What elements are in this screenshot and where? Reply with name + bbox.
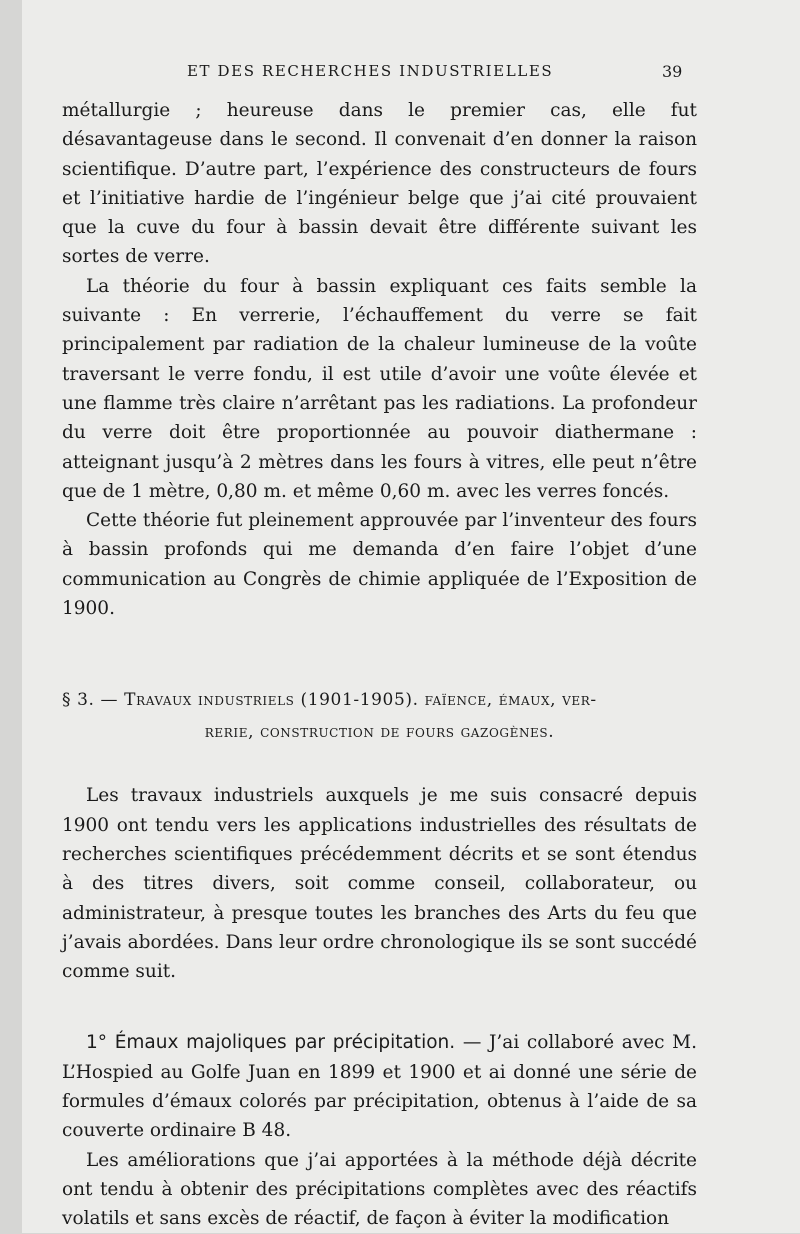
subsection-dash: — [455, 1032, 489, 1054]
book-page [22, 0, 800, 1233]
paragraph-3: Cette théorie fut pleinement approuvée par l’inventeur des fours à bassin profonds qui me demanda d’en faire l’objet d’une communication au Congrès de chimie appliquée de l’Exposition de 1900. [62, 510, 697, 620]
section-heading-line-1: § 3. — Travaux industriels (1901-1905). faïence, émaux, ver- [62, 690, 597, 711]
section-heading-line-2: rerie, construction de fours gazogènes. [204, 722, 555, 743]
page-header [22, 62, 800, 88]
paragraph-5 [62, 1028, 697, 1145]
spacer [62, 986, 697, 1028]
page-body [62, 96, 697, 1234]
paragraph-5-text: J’ai collaboré avec M. L’Hospied au Golfe Juan en 1899 et 1900 et ai donné une série de formules d’émaux colorés par précipitation, obtenus à l’aide de sa couverte ordinaire B 48. [62, 1032, 698, 1142]
subsection-title: 1° Émaux majoliques par précipitation. [86, 1032, 456, 1054]
running-title: ET DES RECHERCHES INDUSTRIELLES [187, 62, 554, 80]
paragraph-4: Les travaux industriels auxquels je me suis consacré depuis 1900 ont tendu vers les applications industrielles des résultats de recherches scientifiques précédemment décrits et se sont étendus à des titres divers, soit comme conseil, collaborateur, ou administrateur, à presque toutes les branches des Arts du feu que j’avais abordées. Dans leur ordre chronologique ils se sont succédé comme suit. [62, 785, 697, 983]
page-number: 39 [662, 62, 683, 81]
section-heading [62, 685, 697, 747]
paragraph-2: La théorie du four à bassin expliquant ces faits semble la suivante : En verrerie, l’échauffement du verre se fait principalement par radiation de la chaleur lumineuse de la voûte traversant le verre fondu, il est utile d’avoir une voûte élevée et une flamme très claire n’arrêtant pas les radiations. La profondeur du verre doit être proportionnée au pouvoir diathermane : atteignant jusqu’à 2 mètres dans les fours à vitres, elle peut n’être que de 1 mètre, 0,80 m. et même 0,60 m. avec les verres foncés. [62, 275, 697, 502]
paragraph-6: Les améliorations que j’ai apportées à la méthode déjà décrite ont tendu à obtenir des précipitations complètes avec des réactifs volatils et sans excès de réactif, de façon à éviter la modification [62, 1149, 697, 1230]
paragraph-1: métallurgie ; heureuse dans le premier cas, elle fut désavantageuse dans le second. Il convenait d’en donner la raison scientifique. D’autre part, l’expérience des constructeurs de fours et l’initiative hardie de l’ingénieur belge que j’ai cité prouvaient que la cuve du four à bassin devait être différente suivant les sortes de verre. [62, 100, 697, 268]
